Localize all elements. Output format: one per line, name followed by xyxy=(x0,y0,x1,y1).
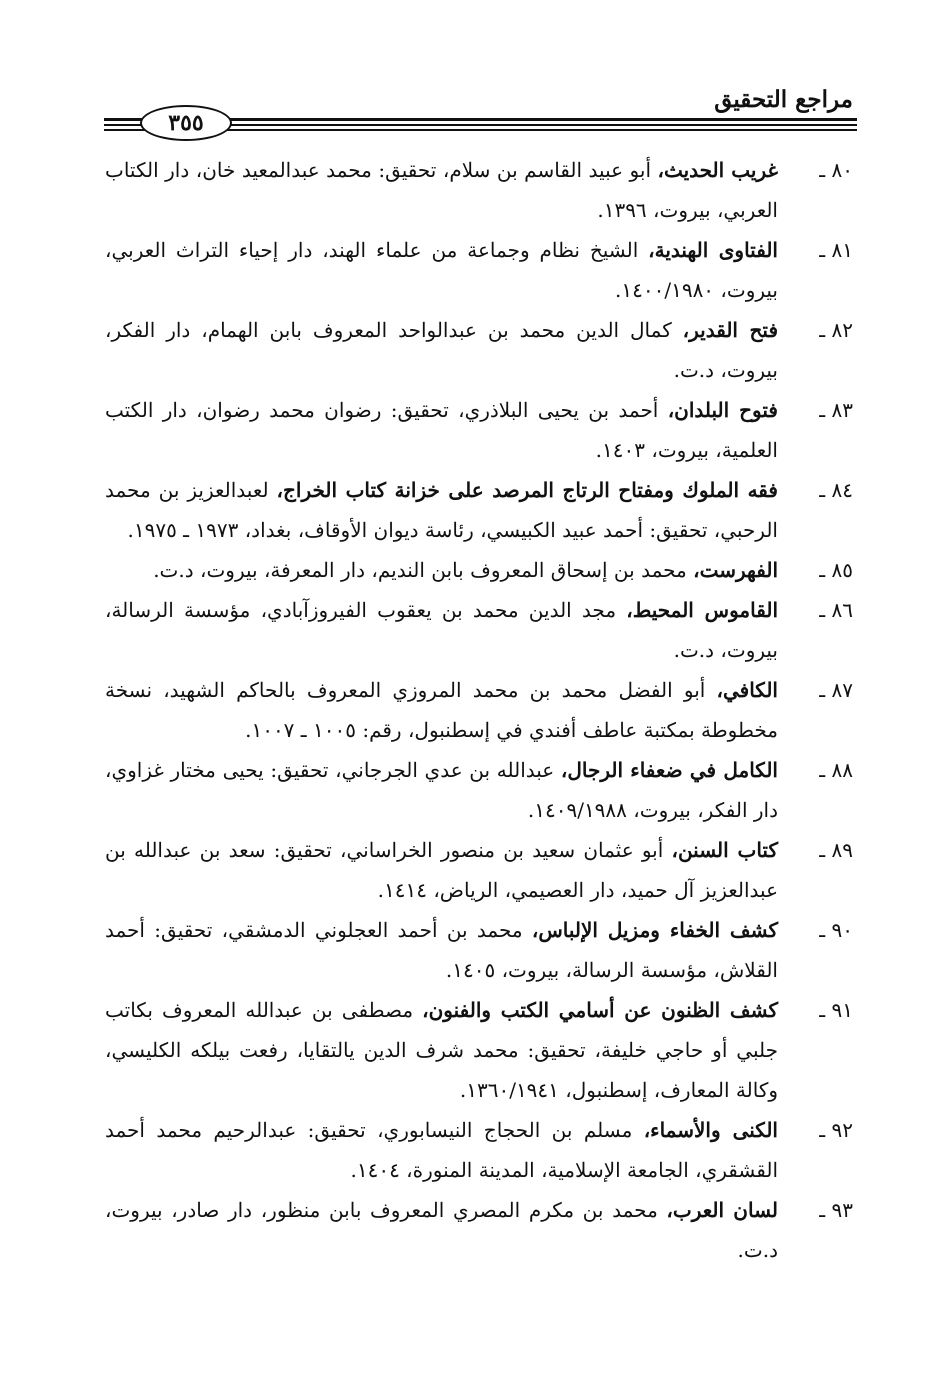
entry-text xyxy=(105,830,778,910)
entry-number: ٨٢ ـ xyxy=(819,318,853,342)
entry-title: الكنى والأسماء، xyxy=(643,1118,778,1142)
entry-details: أبو الفضل محمد بن محمد المروزي المعروف بالحاكم الشهيد، نسخة مخطوطة بمكتبة عاطف أفندي في إسطنبول، رقم: ١٠٠٥ ـ ١٠٠٧. xyxy=(105,678,778,742)
entry-number: ٩٣ ـ xyxy=(819,1198,853,1222)
bibliography-entry xyxy=(105,150,853,230)
entry-title: القاموس المحيط، xyxy=(626,598,778,622)
entry-details: أبو عبيد القاسم بن سلام، تحقيق: محمد عبدالمعيد خان، دار الكتاب العربي، بيروت، ١٣٩٦. xyxy=(105,158,778,222)
entry-number: ٨٣ ـ xyxy=(819,398,853,422)
entry-details: مصطفى بن عبدالله المعروف بكاتب جلبي أو حاجي خليفة، تحقيق: محمد شرف الدين يالتقايا، رفعت بيلكه الكليسي، وكالة المعارف، إسطنبول، ١٣٦٠/١٩٤١. xyxy=(105,998,779,1102)
entry-details: محمد بن إسحاق المعروف بابن النديم، دار المعرفة، بيروت، د.ت. xyxy=(153,558,694,582)
bibliography-entry xyxy=(105,910,853,990)
entry-number: ٩١ ـ xyxy=(819,998,853,1022)
entry-text xyxy=(105,1190,778,1270)
entry-text xyxy=(105,390,778,470)
bibliography-entry xyxy=(105,470,853,550)
entry-number: ٨٥ ـ xyxy=(819,558,853,582)
entry-text xyxy=(105,310,778,390)
bibliography-entry xyxy=(105,670,853,750)
bibliography-entry xyxy=(105,590,853,670)
entry-text xyxy=(105,670,778,750)
entry-title: الفهرست، xyxy=(693,558,778,582)
entry-title: فقه الملوك ومفتاح الرتاج المرصد على خزانة كتاب الخراج، xyxy=(276,478,778,502)
entry-details: أحمد بن يحيى البلاذري، تحقيق: رضوان محمد رضوان، دار الكتب العلمية، بيروت، ١٤٠٣. xyxy=(105,398,778,462)
bibliography-entry xyxy=(105,990,853,1110)
entry-number: ٩٢ ـ xyxy=(819,1118,853,1142)
bibliography-entry xyxy=(105,310,853,390)
entry-title: كتاب السنن، xyxy=(671,838,778,862)
entry-title: كشف الظنون عن أسامي الكتب والفنون، xyxy=(422,998,778,1022)
entry-number: ٨٦ ـ xyxy=(819,598,853,622)
running-title: مراجع التحقيق xyxy=(714,86,853,113)
entry-title: الفتاوى الهندية، xyxy=(648,238,778,262)
entry-details: لعبدالعزيز بن محمد الرحبي، تحقيق: أحمد عبيد الكبيسي، رئاسة ديوان الأوقاف، بغداد، ١٩٧٣ ـ ١٩٧٥. xyxy=(105,478,778,542)
bibliography-entry xyxy=(105,550,853,590)
bibliography-entry xyxy=(105,1190,853,1270)
entry-text xyxy=(105,550,778,590)
entry-number: ٨٨ ـ xyxy=(819,758,853,782)
entry-details: الشيخ نظام وجماعة من علماء الهند، دار إحياء التراث العربي، بيروت، ١٤٠٠/١٩٨٠. xyxy=(105,238,778,302)
entry-text xyxy=(105,1110,778,1190)
entry-number: ٨٤ ـ xyxy=(819,478,853,502)
entry-title: الكافي، xyxy=(716,678,778,702)
entry-details: عبدالله بن عدي الجرجاني، تحقيق: يحيى مختار غزاوي، دار الفكر، بيروت، ١٤٠٩/١٩٨٨. xyxy=(105,758,778,822)
bibliography-entry xyxy=(105,750,853,830)
entry-details: أبو عثمان سعيد بن منصور الخراساني، تحقيق: سعد بن عبدالله بن عبدالعزيز آل حميد، دار العصيمي، الرياض، ١٤١٤. xyxy=(105,838,778,902)
bibliography-entry xyxy=(105,1110,853,1190)
entry-text xyxy=(105,590,778,670)
entry-title: كشف الخفاء ومزيل الإلباس، xyxy=(531,918,779,942)
entry-text xyxy=(105,910,778,990)
entry-number: ٨٠ ـ xyxy=(819,158,853,182)
entry-number: ٨١ ـ xyxy=(819,238,853,262)
entry-title: لسان العرب، xyxy=(666,1198,778,1222)
entry-details: كمال الدين محمد بن عبدالواحد المعروف بابن الهمام، دار الفكر، بيروت، د.ت. xyxy=(105,318,778,382)
entry-details: محمد بن أحمد العجلوني الدمشقي، تحقيق: أحمد القلاش، مؤسسة الرسالة، بيروت، ١٤٠٥. xyxy=(105,918,778,982)
entry-details: مسلم بن الحجاج النيسابوري، تحقيق: عبدالرحيم محمد أحمد القشقري، الجامعة الإسلامية، المدينة المنورة، ١٤٠٤. xyxy=(105,1118,778,1182)
entry-number: ٩٠ ـ xyxy=(819,918,853,942)
entry-text xyxy=(105,990,778,1110)
entry-title: غريب الحديث، xyxy=(657,158,778,182)
entry-text xyxy=(105,750,778,830)
bibliography-entry xyxy=(105,230,853,310)
entry-title: فتوح البلدان، xyxy=(667,398,778,422)
page-number: ٣٥٥ xyxy=(140,105,232,141)
entry-details: مجد الدين محمد بن يعقوب الفيروزآبادي، مؤسسة الرسالة، بيروت، د.ت. xyxy=(105,598,778,662)
bibliography-list xyxy=(105,150,853,1270)
entry-title: فتح القدير، xyxy=(682,318,779,342)
entry-text xyxy=(105,150,778,230)
entry-details: محمد بن مكرم المصري المعروف بابن منظور، دار صادر، بيروت، د.ت. xyxy=(105,1198,778,1262)
entry-number: ٨٩ ـ xyxy=(819,838,853,862)
entry-text xyxy=(105,230,778,310)
bibliography-entry xyxy=(105,830,853,910)
entry-number: ٨٧ ـ xyxy=(819,678,853,702)
bibliography-entry xyxy=(105,390,853,470)
entry-title: الكامل في ضعفاء الرجال، xyxy=(560,758,778,782)
entry-text xyxy=(105,470,778,550)
